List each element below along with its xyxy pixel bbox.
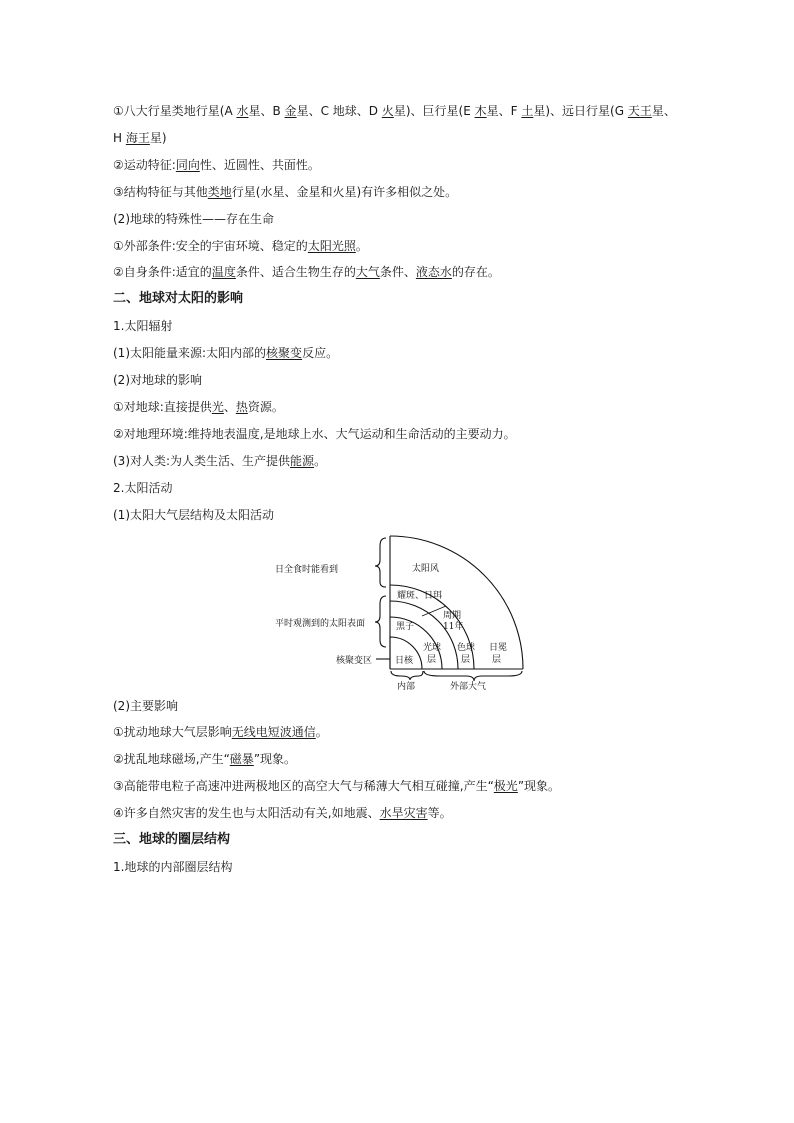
motion-feature-line: ②运动特征:同向性、近圆性、共面性。 (113, 157, 320, 172)
label-photosphere-2: 层 (427, 655, 437, 665)
effect-on-earth-line: ①对地球:直接提供光、热资源。 (113, 399, 284, 414)
label-period: 周期 (443, 611, 462, 621)
label-flares-prominences: 耀斑、日珥 (397, 591, 443, 601)
solar-activity-heading: 2.太阳活动 (113, 480, 173, 495)
label-solar-wind: 太阳风 (412, 564, 440, 574)
earth-uniqueness-heading: (2)地球的特殊性——存在生命 (113, 211, 274, 226)
brace-surface (375, 596, 386, 647)
external-conditions-line: ①外部条件:安全的宇宙环境、稳定的太阳光照。 (113, 238, 368, 253)
label-visible-surface: 平时观测到的太阳表面 (275, 619, 366, 629)
label-eclipse-visible: 日全食时能看到 (275, 565, 339, 575)
label-corona-1: 日冕 (489, 643, 508, 653)
sun-structure-svg (270, 532, 530, 692)
brace-eclipse (375, 538, 386, 587)
label-chromosphere-2: 层 (461, 655, 471, 665)
section-heading-sun-influence: 二、地球对太阳的影响 (113, 291, 244, 307)
section-heading-earth-layers: 三、地球的圈层结构 (113, 832, 231, 848)
energy-source-line: (1)太阳能量来源:太阳内部的核聚变反应。 (113, 346, 339, 361)
effect-disaster-line: ④许多自然灾害的发生也与太阳活动有关,如地震、水旱灾害等。 (113, 806, 452, 821)
document-page (113, 98, 683, 881)
brace-interior-line (391, 671, 423, 680)
label-chromosphere-1: 色球 (457, 643, 476, 653)
label-core: 日核 (395, 656, 414, 666)
label-photosphere-1: 光球 (423, 643, 442, 653)
label-fusion-zone: 核聚变区 (336, 656, 373, 666)
internal-conditions-line: ②自身条件:适宜的温度条件、适合生物生存的大气条件、液态水的存在。 (113, 265, 500, 280)
label-period-years: 11年 (443, 622, 464, 632)
effect-on-environment-line: ②对地理环境:维持地表温度,是地球上水、大气运动和生命活动的主要动力。 (113, 426, 516, 441)
effect-on-humans-line: (3)对人类:为人类生活、生产提供能源。 (113, 453, 327, 468)
brace-outer-atmosphere (424, 671, 522, 681)
earth-interior-heading: 1.地球的内部圈层结构 (113, 859, 233, 874)
label-interior: 内部 (397, 682, 416, 692)
main-effects-heading: (2)主要影响 (113, 698, 178, 713)
effect-aurora-line: ③高能带电粒子高速冲进两极地区的高空大气与稀薄大气相互碰撞,产生“极光”现象。 (113, 779, 561, 794)
label-outer-atmosphere: 外部大气 (450, 682, 487, 692)
effect-radio-line: ①扰动地球大气层影响无线电短波通信。 (113, 725, 328, 740)
label-corona-2: 层 (492, 655, 502, 665)
solar-radiation-heading: 1.太阳辐射 (113, 319, 173, 334)
planet-classification-line: ①八大行星类地行星(A 水星、B 金星、C 地球、D 火星)、巨行星(E 木星、F 土星)、远日行星(G 天王星、H 海王星) (113, 104, 676, 145)
solar-structure-heading: (1)太阳大气层结构及太阳活动 (113, 507, 274, 522)
structure-feature-line: ③结构特征与其他类地行星(水星、金星和火星)有许多相似之处。 (113, 184, 458, 199)
label-sunspots: 黑子 (396, 622, 415, 632)
effect-magnetic-line: ②扰乱地球磁场,产生“磁暴”现象。 (113, 752, 297, 767)
sun-structure-diagram (270, 532, 530, 692)
effect-on-earth-heading: (2)对地球的影响 (113, 373, 202, 388)
